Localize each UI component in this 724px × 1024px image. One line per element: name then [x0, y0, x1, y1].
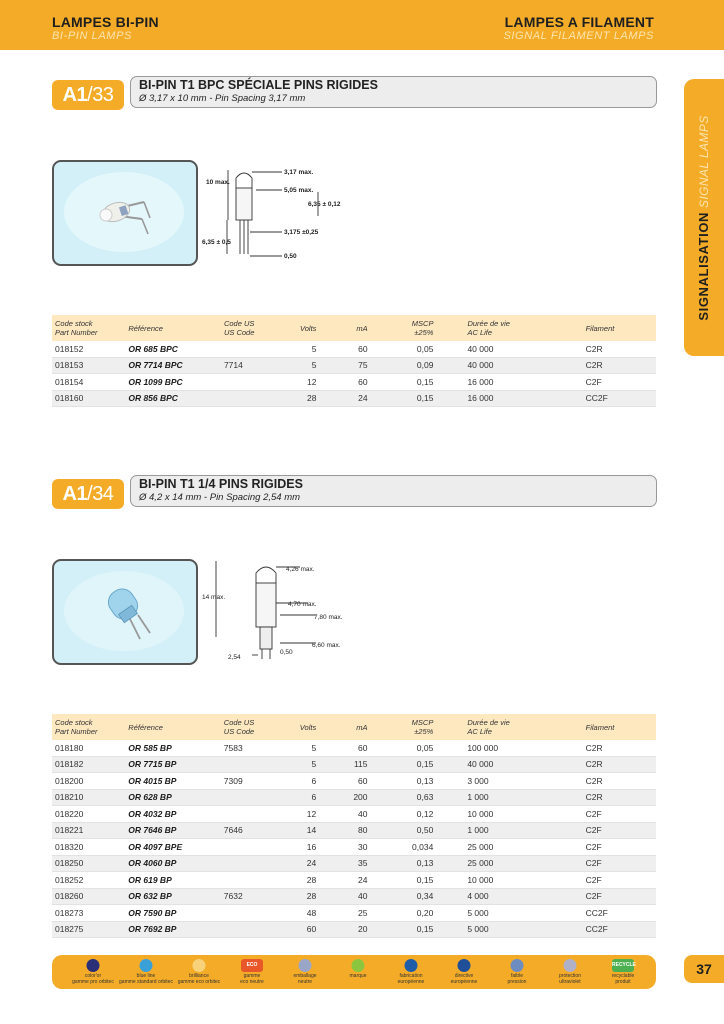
cell-reference: OR 856 BPC — [125, 390, 221, 407]
cell-ma: 35 — [326, 855, 377, 872]
cell-code-us: 7646 — [221, 822, 284, 839]
table-row — [52, 822, 656, 839]
lamp-image — [54, 561, 196, 663]
brand-icon — [352, 959, 365, 972]
cell-ma: 40 — [326, 888, 377, 905]
cell-code: 018220 — [52, 806, 125, 823]
cell-code: 018180 — [52, 740, 125, 756]
cell-code: 018275 — [52, 921, 125, 938]
side-tab-subtitle: SIGNAL LAMPS — [697, 114, 711, 208]
dim-4: 7,80 max. — [314, 614, 343, 621]
cell-code-us — [221, 390, 284, 407]
table-row — [52, 872, 656, 889]
cell-life: 25 000 — [443, 855, 582, 872]
cell-filament: CC2F — [583, 921, 656, 938]
col-life: Durée de vie AC Life — [443, 714, 582, 740]
table-row — [52, 839, 656, 856]
cell-ma: 60 — [326, 374, 377, 391]
dim-1: 4,26 max. — [286, 566, 315, 573]
footer-legend-label: protection ultraviolet — [559, 973, 581, 985]
col-volts: Volts — [284, 315, 326, 341]
cell-ma: 60 — [326, 740, 377, 756]
cell-volts: 24 — [284, 855, 326, 872]
section-subtitle: Ø 3,17 x 10 mm - Pin Spacing 3,17 mm — [139, 93, 306, 104]
col-reference: Référence — [125, 714, 221, 740]
product-photo — [52, 559, 198, 665]
cell-reference: OR 7590 BP — [125, 905, 221, 922]
cell-code: 018273 — [52, 905, 125, 922]
cell-mscp: 0,12 — [378, 806, 444, 823]
eco-badge-icon — [241, 959, 263, 972]
cell-ma: 24 — [326, 872, 377, 889]
cell-code-us — [221, 921, 284, 938]
dim-6: 3,175 ±0,25 — [284, 229, 319, 236]
cell-code-us — [221, 855, 284, 872]
cell-life: 100 000 — [443, 740, 582, 756]
cell-volts: 28 — [284, 888, 326, 905]
cell-reference: OR 7715 BP — [125, 756, 221, 773]
section-code-sep: / — [87, 483, 93, 505]
dim-3: 5,05 max. — [284, 187, 314, 194]
spec-table-a1-33 — [52, 315, 656, 407]
cell-reference: OR 7646 BP — [125, 822, 221, 839]
table-header-row — [52, 315, 656, 341]
section-code-badge — [52, 479, 124, 509]
cell-code: 018210 — [52, 789, 125, 806]
cell-life: 16 000 — [443, 374, 582, 391]
cell-filament: CC2F — [583, 905, 656, 922]
cell-life: 40 000 — [443, 341, 582, 357]
footer-legend-label: emballage neutre — [293, 973, 317, 985]
table-row — [52, 806, 656, 823]
cell-code: 018160 — [52, 390, 125, 407]
cell-filament: C2F — [583, 806, 656, 823]
cell-ma: 80 — [326, 822, 377, 839]
brilliance-icon — [193, 959, 206, 972]
cell-code-us — [221, 756, 284, 773]
col-mscp: MSCP ±25% — [378, 714, 444, 740]
cell-mscp: 0,13 — [378, 855, 444, 872]
col-code-us: Code US US Code — [221, 714, 284, 740]
product-photo — [52, 160, 198, 266]
eu-directive-icon — [458, 959, 471, 972]
cell-reference: OR 4015 BP — [125, 773, 221, 790]
cell-volts: 14 — [284, 822, 326, 839]
cell-mscp: 0,63 — [378, 789, 444, 806]
color-or-icon — [87, 959, 100, 972]
cell-filament: C2R — [583, 773, 656, 790]
table-row — [52, 855, 656, 872]
table-row — [52, 888, 656, 905]
cell-life: 40 000 — [443, 357, 582, 374]
cell-filament: C2F — [583, 839, 656, 856]
cell-filament: C2F — [583, 888, 656, 905]
table-row — [52, 756, 656, 773]
col-ma: mA — [326, 315, 377, 341]
side-tab-title: SIGNALISATION — [696, 211, 711, 321]
section-code-sep: / — [87, 84, 93, 106]
cell-ma: 20 — [326, 921, 377, 938]
cell-volts: 6 — [284, 773, 326, 790]
footer-legend-item — [543, 955, 597, 989]
cell-code-us: 7632 — [221, 888, 284, 905]
footer-legend-label: directive européenne — [450, 973, 478, 985]
cell-filament: C2R — [583, 357, 656, 374]
table-header-row — [52, 714, 656, 740]
footer-legend-label: fabrication européenne — [397, 973, 425, 985]
dimension-drawing — [200, 557, 370, 665]
dim-6: 2,54 — [228, 654, 241, 661]
cell-volts: 5 — [284, 341, 326, 357]
table-row — [52, 740, 656, 756]
spec-table-a1-34 — [52, 714, 656, 938]
cell-volts: 60 — [284, 921, 326, 938]
cell-code: 018252 — [52, 872, 125, 889]
lamp-image — [54, 162, 196, 264]
cell-mscp: 0,50 — [378, 822, 444, 839]
table-row — [52, 789, 656, 806]
footer-legend-item — [384, 955, 438, 989]
table-row — [52, 921, 656, 938]
cell-code: 018152 — [52, 341, 125, 357]
footer-legend-item — [119, 955, 173, 989]
footer-legend-item — [278, 955, 332, 989]
dim-7: 0,50 — [280, 649, 293, 656]
cell-life: 4 000 — [443, 888, 582, 905]
cell-volts: 5 — [284, 740, 326, 756]
cell-mscp: 0,15 — [378, 390, 444, 407]
cell-mscp: 0,15 — [378, 921, 444, 938]
eu-manufacturing-icon — [405, 959, 418, 972]
cell-code-us — [221, 374, 284, 391]
footer-legend-label: marque — [349, 973, 367, 979]
cell-reference: OR 4032 BP — [125, 806, 221, 823]
col-code-stock: Code stock Part Number — [52, 714, 125, 740]
cell-code-us: 7583 — [221, 740, 284, 756]
footer-legend-label: color'or gamme pro orbitec — [72, 973, 114, 985]
cell-filament: C2F — [583, 855, 656, 872]
cell-mscp: 0,15 — [378, 872, 444, 889]
footer-badge-text: ECO — [246, 962, 258, 968]
cell-code-us — [221, 872, 284, 889]
cell-life: 16 000 — [443, 390, 582, 407]
section-title: BI-PIN T1 BPC SPÉCIALE PINS RIGIDES — [139, 78, 378, 92]
footer-legend-item — [225, 955, 279, 989]
cell-code: 018154 — [52, 374, 125, 391]
col-filament: Filament — [583, 714, 656, 740]
cell-code: 018221 — [52, 822, 125, 839]
cell-life: 10 000 — [443, 872, 582, 889]
cell-code: 018182 — [52, 756, 125, 773]
cell-life: 5 000 — [443, 905, 582, 922]
header-left-title: LAMPES BI-PIN — [52, 14, 159, 30]
header-left-subtitle: BI-PIN LAMPS — [52, 30, 132, 42]
cell-code: 018200 — [52, 773, 125, 790]
table-row — [52, 905, 656, 922]
cell-volts: 28 — [284, 390, 326, 407]
cell-volts: 5 — [284, 756, 326, 773]
section-title: BI-PIN T1 1/4 PINS RIGIDES — [139, 477, 303, 491]
cell-mscp: 0,09 — [378, 357, 444, 374]
cell-filament: C2F — [583, 822, 656, 839]
cell-life: 3 000 — [443, 773, 582, 790]
cell-reference: OR 632 BP — [125, 888, 221, 905]
blue-line-icon — [140, 959, 153, 972]
cell-code: 018250 — [52, 855, 125, 872]
cell-mscp: 0,15 — [378, 756, 444, 773]
cell-code-us — [221, 839, 284, 856]
col-reference: Référence — [125, 315, 221, 341]
dim-7: 0,50 — [284, 253, 297, 260]
dim-3: 4,70 max. — [288, 601, 317, 608]
cell-life: 25 000 — [443, 839, 582, 856]
footer-legend-item — [331, 955, 385, 989]
cell-ma: 25 — [326, 905, 377, 922]
cell-life: 5 000 — [443, 921, 582, 938]
cell-ma: 30 — [326, 839, 377, 856]
dim-1: 3,17 max. — [284, 169, 314, 176]
cell-ma: 60 — [326, 773, 377, 790]
cell-code: 018320 — [52, 839, 125, 856]
footer-legend-label: faible pression — [507, 973, 527, 985]
cell-code: 018260 — [52, 888, 125, 905]
cell-volts: 48 — [284, 905, 326, 922]
cell-life: 1 000 — [443, 789, 582, 806]
cell-code-us — [221, 806, 284, 823]
section-code-number: 34 — [92, 483, 114, 505]
cell-ma: 60 — [326, 341, 377, 357]
cell-filament: C2R — [583, 341, 656, 357]
cell-ma: 24 — [326, 390, 377, 407]
cell-filament: C2R — [583, 789, 656, 806]
section-subtitle: Ø 4,2 x 14 mm - Pin Spacing 2,54 mm — [139, 492, 301, 503]
cell-code-us — [221, 789, 284, 806]
packaging-icon — [299, 959, 312, 972]
cell-code: 018153 — [52, 357, 125, 374]
col-volts: Volts — [284, 714, 326, 740]
table-row — [52, 374, 656, 391]
col-ma: mA — [326, 714, 377, 740]
dim-2: 10 max. — [206, 179, 230, 186]
table-row — [52, 357, 656, 374]
cell-filament: CC2F — [583, 390, 656, 407]
section-title-box — [130, 475, 657, 507]
cell-ma: 75 — [326, 357, 377, 374]
cell-volts: 12 — [284, 806, 326, 823]
cell-mscp: 0,13 — [378, 773, 444, 790]
dim-5: 6,60 max. — [312, 642, 341, 649]
footer-legend-label: gamme eco neutre — [240, 973, 264, 985]
table-row — [52, 773, 656, 790]
cell-code-us — [221, 905, 284, 922]
cell-filament: C2R — [583, 756, 656, 773]
cell-code-us — [221, 341, 284, 357]
cell-reference: OR 4060 BP — [125, 855, 221, 872]
cell-reference: OR 7692 BP — [125, 921, 221, 938]
header-left — [52, 14, 159, 43]
cell-reference: OR 619 BP — [125, 872, 221, 889]
footer-badge-text: RECYCLE — [612, 962, 636, 968]
cell-life: 10 000 — [443, 806, 582, 823]
col-filament: Filament — [583, 315, 656, 341]
low-pressure-icon — [511, 959, 524, 972]
recycle-icon — [612, 959, 634, 972]
footer-legend-item — [66, 955, 120, 989]
cell-filament: C2F — [583, 374, 656, 391]
cell-life: 1 000 — [443, 822, 582, 839]
dim-4: 6,35 ± 0,12 — [308, 201, 341, 208]
cell-reference: OR 7714 BPC — [125, 357, 221, 374]
cell-filament: C2F — [583, 872, 656, 889]
footer-legend-label: recyclable produit — [611, 973, 635, 985]
cell-ma: 200 — [326, 789, 377, 806]
cell-volts: 12 — [284, 374, 326, 391]
cell-mscp: 0,15 — [378, 374, 444, 391]
cell-volts: 16 — [284, 839, 326, 856]
cell-volts: 28 — [284, 872, 326, 889]
footer-legend-band — [52, 955, 656, 989]
dim-5: 6,35 ± 0,5 — [202, 239, 231, 246]
section-code-badge — [52, 80, 124, 110]
uv-protection-icon — [564, 959, 577, 972]
section-title-box — [130, 76, 657, 108]
footer-legend-item — [490, 955, 544, 989]
side-tab-text — [684, 79, 724, 356]
dim-2: 14 max. — [202, 594, 226, 601]
cell-mscp: 0,05 — [378, 341, 444, 357]
cell-mscp: 0,05 — [378, 740, 444, 756]
cell-code-us: 7309 — [221, 773, 284, 790]
header-right-subtitle: SIGNAL FILAMENT LAMPS — [503, 30, 654, 42]
footer-legend-item — [437, 955, 491, 989]
header-right-title: LAMPES A FILAMENT — [504, 14, 654, 30]
footer-legend-label: brilliance gamme eco orbitec — [177, 973, 221, 985]
cell-ma: 115 — [326, 756, 377, 773]
section-code-prefix: A1 — [62, 483, 88, 505]
footer-legend-label: blue line gamme standard orbitec — [119, 973, 173, 985]
dimension-drawing — [200, 158, 370, 266]
cell-ma: 40 — [326, 806, 377, 823]
section-code-prefix: A1 — [62, 84, 88, 106]
cell-life: 40 000 — [443, 756, 582, 773]
cell-mscp: 0,034 — [378, 839, 444, 856]
col-code-us: Code US US Code — [221, 315, 284, 341]
cell-volts: 5 — [284, 357, 326, 374]
cell-reference: OR 585 BP — [125, 740, 221, 756]
header-right — [503, 14, 654, 43]
cell-reference: OR 628 BP — [125, 789, 221, 806]
col-life: Durée de vie AC Life — [443, 315, 582, 341]
cell-mscp: 0,34 — [378, 888, 444, 905]
col-code-stock: Code stock Part Number — [52, 315, 125, 341]
cell-filament: C2R — [583, 740, 656, 756]
cell-mscp: 0,20 — [378, 905, 444, 922]
cell-reference: OR 685 BPC — [125, 341, 221, 357]
section-code-number: 33 — [92, 84, 114, 106]
cell-reference: OR 1099 BPC — [125, 374, 221, 391]
page-number: 37 — [684, 955, 724, 983]
table-row — [52, 390, 656, 407]
table-row — [52, 341, 656, 357]
footer-legend-item — [596, 955, 650, 989]
cell-volts: 6 — [284, 789, 326, 806]
col-mscp: MSCP ±25% — [378, 315, 444, 341]
cell-reference: OR 4097 BPE — [125, 839, 221, 856]
cell-code-us: 7714 — [221, 357, 284, 374]
footer-legend-item — [172, 955, 226, 989]
